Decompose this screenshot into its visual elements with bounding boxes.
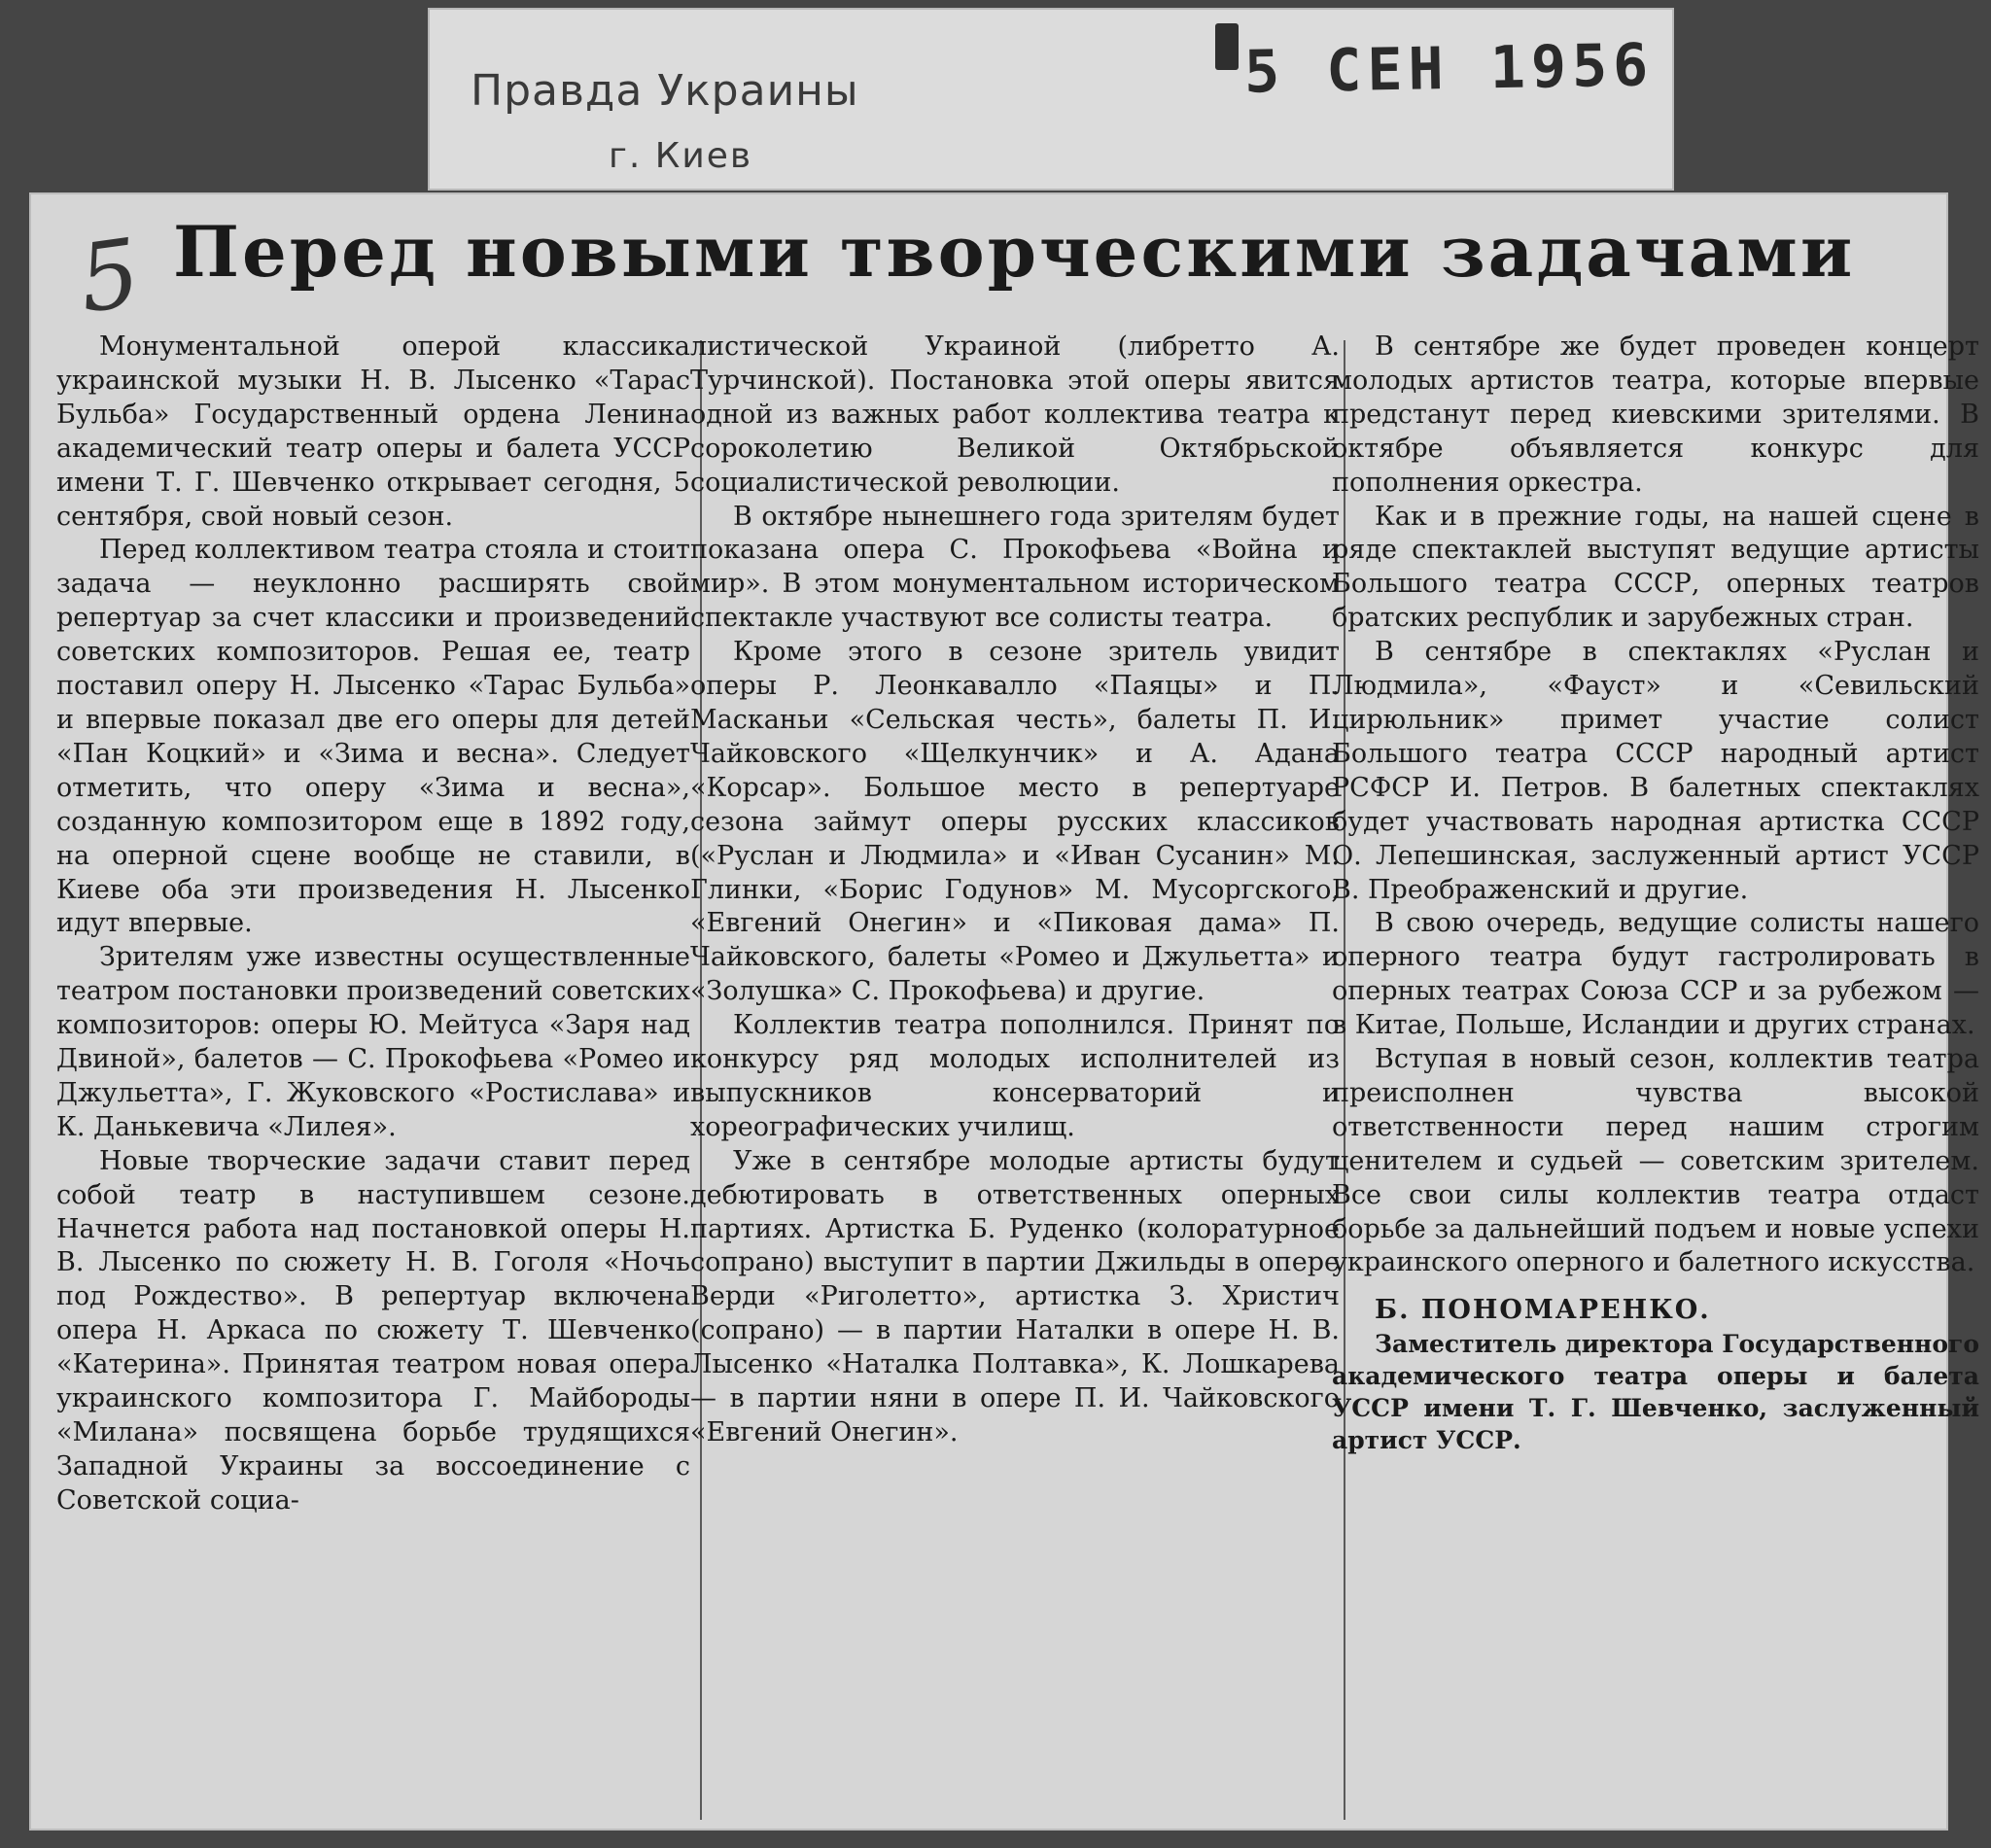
article-column-3 [1332,331,1979,1456]
paragraph: Уже в сентябре молодые артисты будут дебютировать в ответственных оперных партиях. Артистка Б. Руденко (колоратурное сопрано) выступит в партии Джильды в опере Верди «Риголетто», артистка З. Христич (сопрано) — в партии Наталки в опере Н. В. Лысенко «Наталка Полтавка», К. Лошкарева — в партии няни в опере П. И. Чайковского «Евгений Онегин». [690,1145,1340,1447]
author-title: Заместитель директора Государственного академического театра оперы и балета УССР имени Т. Г. Шевченко, заслуженный артист УССР. [1332,1330,1979,1455]
paragraph: Как и в прежние годы, на нашей сцене в ряде спектаклей выступят ведущие артисты Большого театра СССР, оперных театров братских республик и зарубежных стран. [1332,501,1979,634]
paragraph: Кроме этого в сезоне зритель увидит оперы Р. Леонкавалло «Паяцы» и П. Масканьи «Сельская честь», балеты П. И. Чайковского «Щелкунчик» и А. Адана «Корсар». Большое место в репертуаре сезона займут оперы русских классиков («Руслан и Людмила» и «Иван Сусанин» М. Глинки, «Борис Годунов» М. Мусоргского, «Евгений Онегин» и «Пиковая дама» П. Чайковского, балеты «Ромео и Джульетта» и «Золушка» С. Прокофьева) и другие. [690,637,1340,1007]
paragraph: Перед коллективом театра стояла и стоит задача — неуклонно расширять свой репертуар за счет классики и произведений советских композиторов. Решая ее, театр поставил оперу Н. Лысенко «Тарас Бульба» и впервые показал две его оперы для детей «Пан Коцкий» и «Зима и весна». Следует отметить, что оперу «Зима и весна», созданную композитором еще в 1892 году, на оперной сцене вообще не ставили, в Киеве оба эти произведения Н. Лысенко идут впервые. [56,535,690,939]
article-signature [1332,1294,1979,1456]
paragraph: Новые творческие задачи ставит перед собой театр в наступившем сезоне. Начнется работа над постановкой оперы Н. В. Лысенко по сюжету Н. В. Гоголя «Ночь под Рождество». В репертуар включена опера Н. Аркаса по сюжету Т. Шевченко «Катерина». Принятая театром новая опера украинского композитора Г. Майбороды «Милана» посвящена борьбе трудящихся Западной Украины за воссоединение с Советской социа- [56,1145,690,1516]
article-column-1 [56,331,690,1518]
paragraph: В свою очередь, ведущие солисты нашего оперного театра будут гастролировать в оперных театрах Союза ССР и за рубежом — в Китае, Польше, Исландии и других странах. [1332,908,1979,1041]
date-stamp: 5 СЕН 1956 [1243,31,1655,107]
stamp-mark-icon [1215,23,1239,70]
newspaper-clipping [29,192,1979,1831]
handwritten-note: 5 [72,218,147,334]
newspaper-city: г. Киев [609,136,753,176]
paragraph: В октябре нынешнего года зрителям будет показана опера С. Прокофьева «Война и мир». В этом монументальном историческом спектакле участвуют все солисты театра. [690,501,1340,634]
author-name: Б. ПОНОМАРЕНКО. [1375,1295,1711,1326]
paragraph: В сентябре же будет проведен концерт молодых артистов театра, которые впервые предстанут перед киевскими зрителями. В октябре объявляется конкурс для пополнения оркестра. [1332,331,1979,498]
paragraph: Вступая в новый сезон, коллектив театра преисполнен чувства высокой ответственности перед нашим строгим ценителем и судьей — советским зрителем. Все свои силы коллектив театра отдаст борьбе за дальнейший подъем и новые успехи украинского оперного и балетного искусства. [1332,1044,1979,1278]
newspaper-label-slip [428,8,1674,191]
paragraph: листической Украиной (либретто А. Турчинской). Постановка этой оперы явится одной из важных работ коллектива театра к сороколетию Великой Октябрьской социалистической революции. [690,331,1340,498]
newspaper-name: Правда Украины [471,66,859,116]
article-headline: Перед новыми творческими задачами [173,210,1856,293]
article-column-2 [690,331,1340,1450]
paragraph: В сентябре в спектаклях «Руслан и Людмила», «Фауст» и «Севильский цирюльник» примет участие солист Большого театра СССР народный артист РСФСР И. Петров. В балетных спектаклях будет участвовать народная артистка СССР О. Лепешинская, заслуженный артист УССР В. Преображенский и другие. [1332,637,1979,905]
paragraph: Зрителям уже известны осуществленные театром постановки произведений советских композиторов: оперы Ю. Мейтуса «Заря над Двиной», балетов — С. Прокофьева «Ромео и Джульетта», Г. Жуковского «Ростислава» и К. Данькевича «Лилея». [56,942,690,1142]
paragraph: Монументальной оперой классика украинской музыки Н. В. Лысенко «Тарас Бульба» Государственный ордена Ленина академический театр оперы и балета УССР имени Т. Г. Шевченко открывает сегодня, 5 сентября, свой новый сезон. [56,331,690,532]
paragraph: Коллектив театра пополнился. Принят по конкурсу ряд молодых исполнителей из выпускников консерваторий и хореографических училищ. [690,1010,1340,1142]
